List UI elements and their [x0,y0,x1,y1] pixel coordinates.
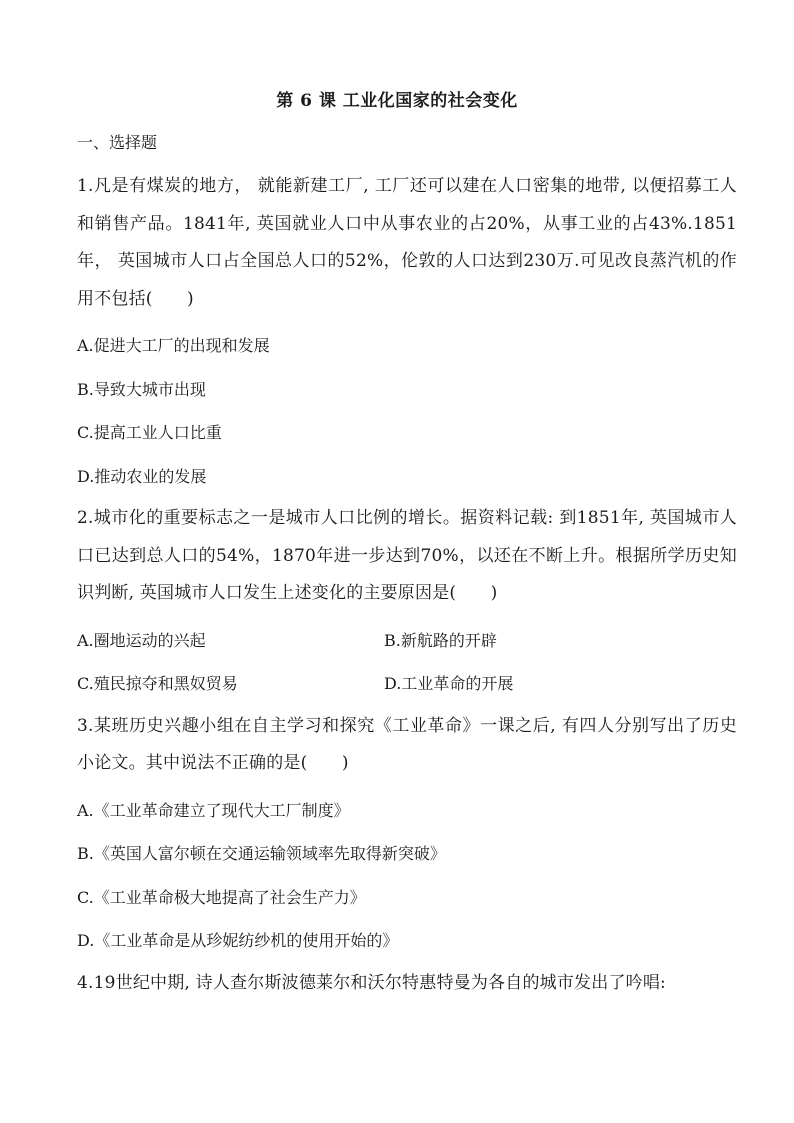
question-2-options-row-2 [77,662,737,706]
question-1-option-b: B.导致大城市出现 [77,379,206,399]
question-3-option-b: B.《英国人富尔顿在交通运输领域率先取得新突破》 [77,844,446,863]
question-1-option-c: C.提高工业人口比重 [77,423,222,442]
lesson-title: 第 6 课 工业化国家的社会变化 [276,91,518,111]
question-1-option-d: D.推动农业的发展 [77,466,207,486]
question-3-stem: 3.某班历史兴趣小组在自主学习和探究《工业革命》一课之后, 有四人分别写出了历史小论文。其中说法不正确的是( ) [77,715,737,773]
question-1-stem: 1.凡是有煤炭的地方， 就能新建工厂, 工厂还可以建在人口密集的地带, 以便招募工人和销售产品。1841年, 英国就业人口中从事农业的占20%，从事工业的占43%.1851年， 英国城市人口占全国总人口的52%，伦敦的人口达到230万.可见改良蒸汽机的作用不包括( ) [77,176,737,309]
question-2-options-row-1 [77,619,737,663]
question-list [77,168,737,1008]
question-2-option-d: D.工业革命的开展 [384,674,514,693]
question-3-option-a: A.《工业革命建立了现代大工厂制度》 [77,800,350,820]
question-3-option-c: C.《工业革命极大地提高了社会生产力》 [77,887,366,907]
question-2-option-c: C.殖民掠夺和黑奴贸易 [77,674,238,693]
question-2-stem: 2.城市化的重要标志之一是城市人口比例的增长。据资料记载: 到1851年, 英国城市人口已达到总人口的54%，1870年进一步达到70%，以还在不断上升。根据所学历史知识判断, 英国城市人口发生上述变化的主要原因是( ) [77,508,737,603]
question-2-option-b: B.新航路的开辟 [384,630,497,650]
question-3-option-d: D.《工业革命是从珍妮纺纱机的使用开始的》 [77,931,399,950]
section-heading: 一、选择题 [77,133,158,152]
question-2-option-a: A.圈地运动的兴起 [77,630,206,650]
question-4-stem: 4.19世纪中期, 诗人查尔斯波德莱尔和沃尔特惠特曼为各自的城市发出了吟唱: [77,972,666,993]
question-1-option-a: A.促进大工厂的出现和发展 [77,336,270,355]
